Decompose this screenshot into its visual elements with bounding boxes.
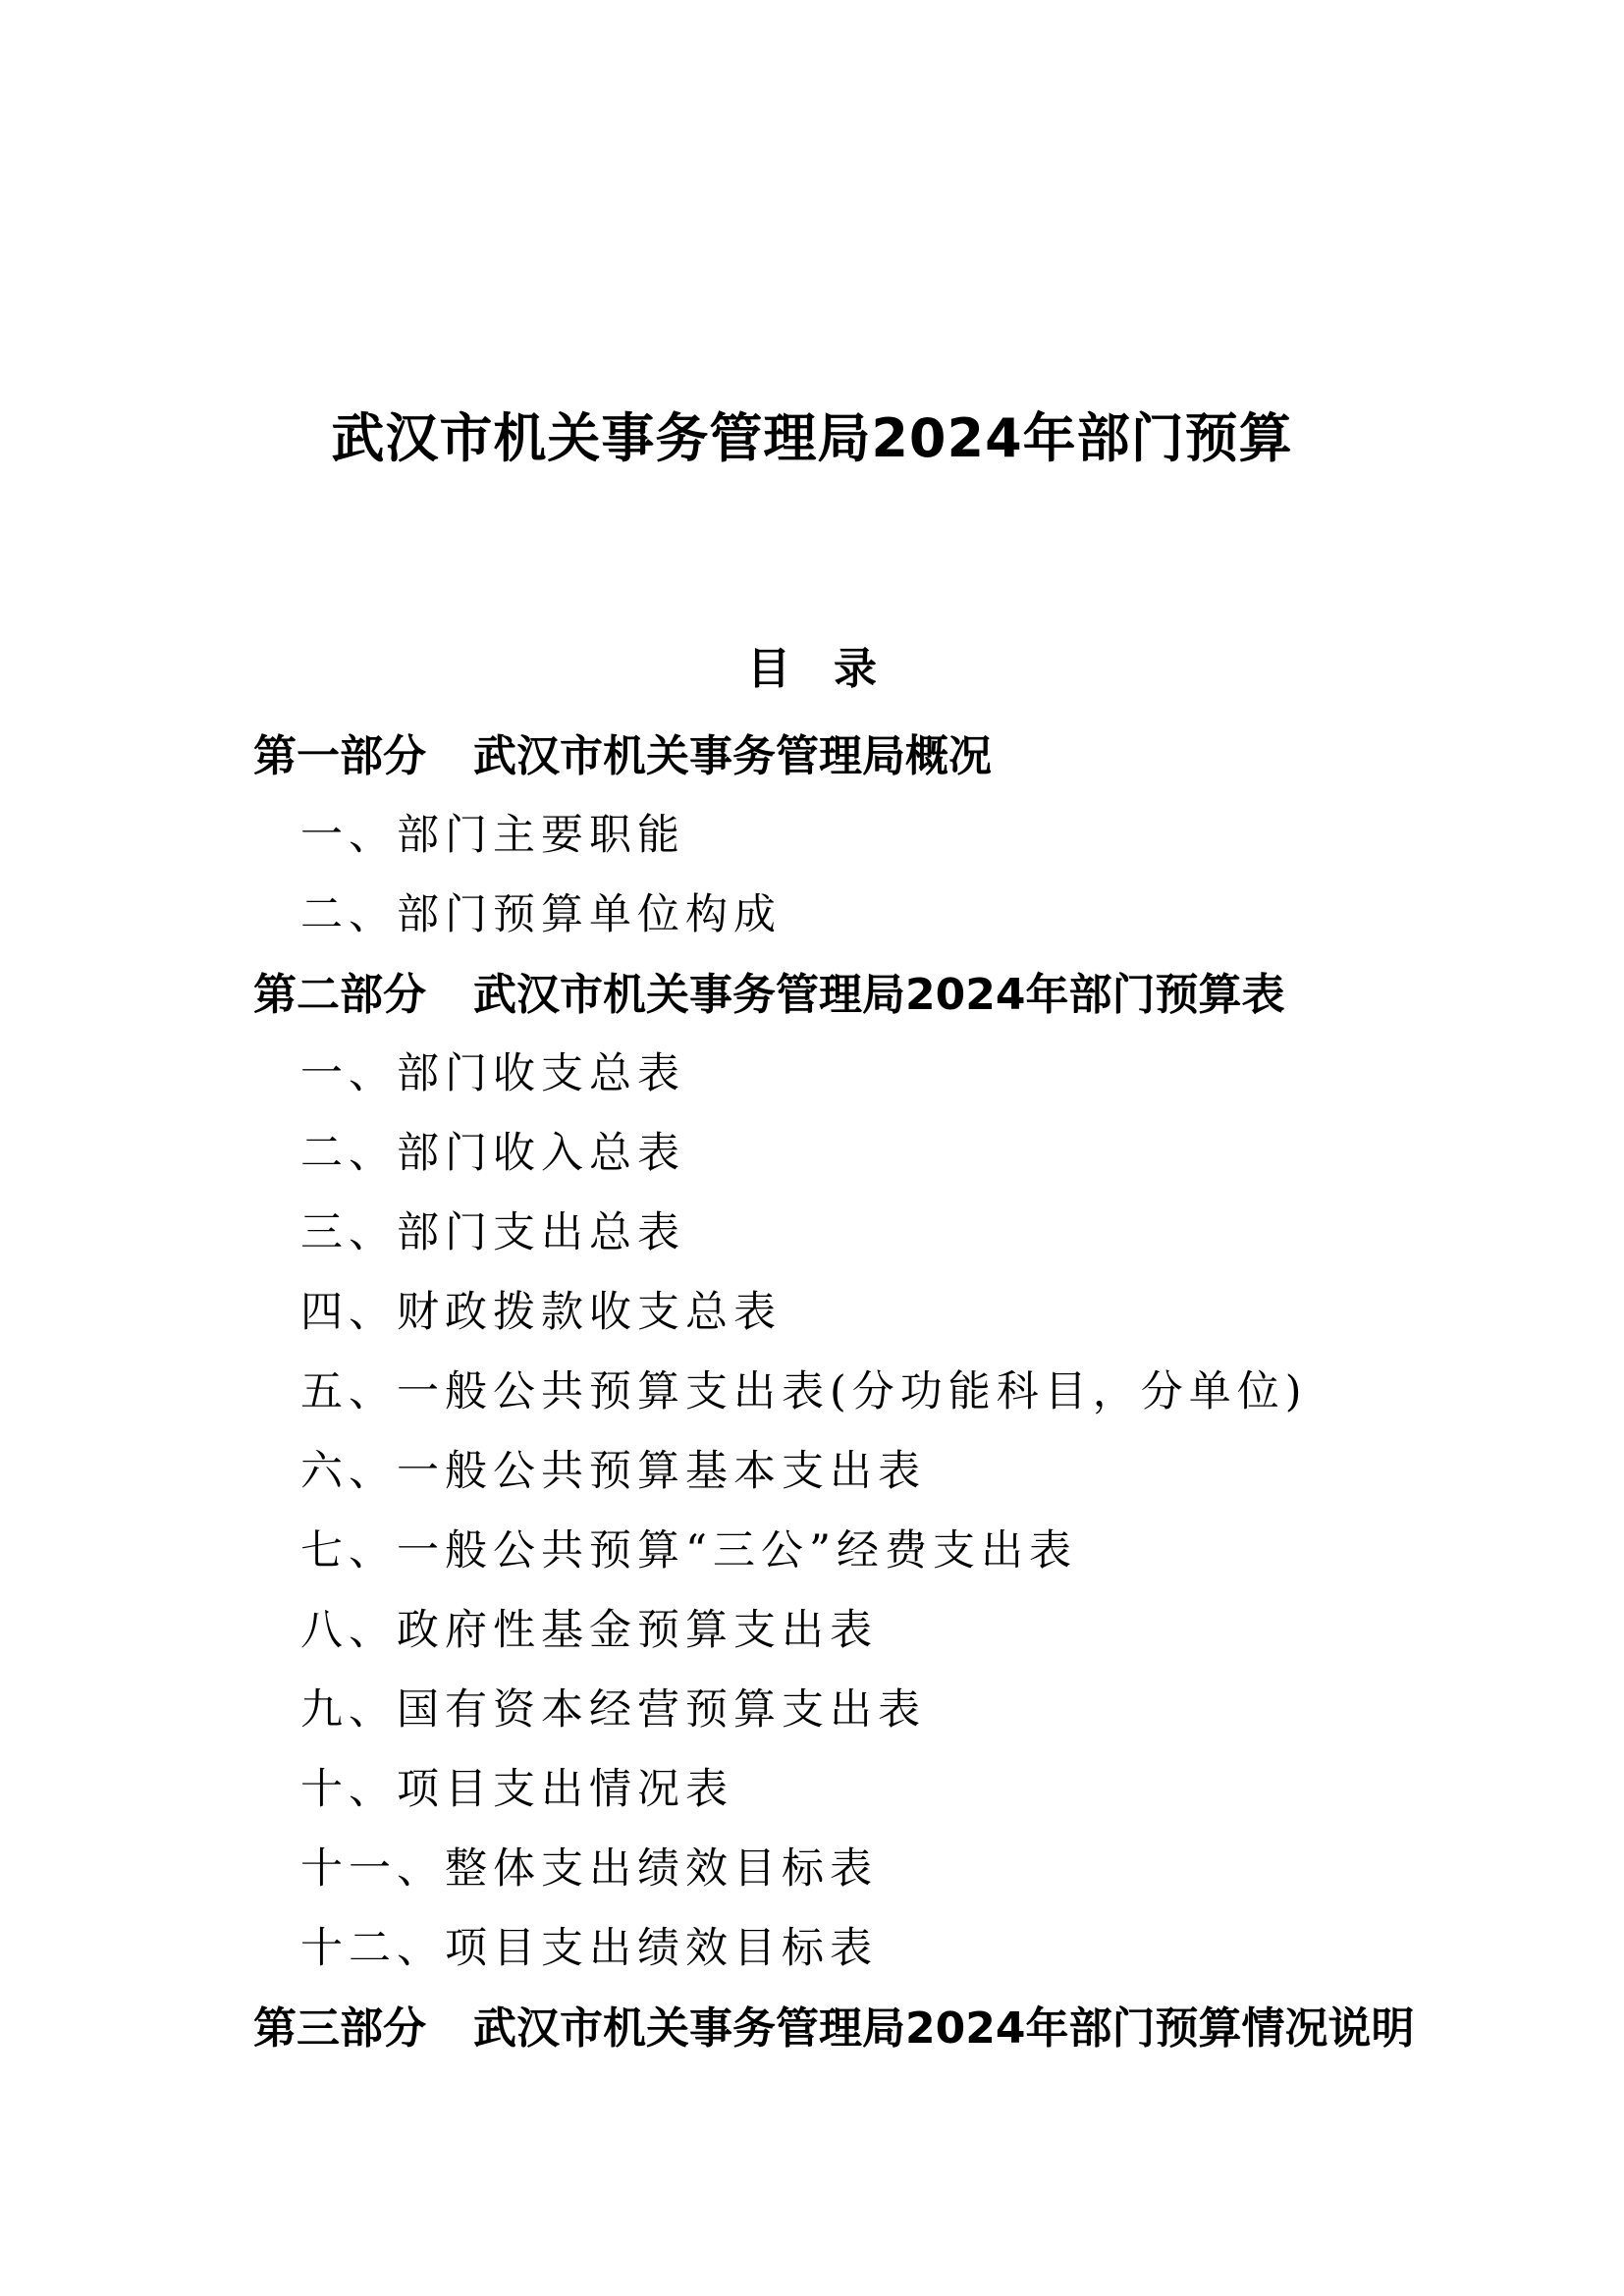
toc-item: 七、一般公共预算“三公”经费支出表 <box>300 1526 1077 1575</box>
toc-item: 八、政府性基金预算支出表 <box>300 1606 878 1655</box>
toc-part-2 <box>253 955 1530 1035</box>
document-title: 武汉市机关事务管理局2024年部门预算 <box>331 407 1293 469</box>
toc-item: 五、一般公共预算支出表(分功能科目，分单位) <box>300 1367 1308 1416</box>
toc-item: 三、部门支出总表 <box>300 1208 685 1257</box>
toc-part-label: 第三部分 <box>253 2003 426 2054</box>
toc-item: 十二、项目支出绩效目标表 <box>300 1924 878 1973</box>
toc-part-text: 武汉市机关事务管理局概况 <box>473 731 992 781</box>
toc-part-1 <box>253 717 1530 796</box>
toc-item: 十、项目支出情况表 <box>300 1765 733 1814</box>
toc-heading: 目 录 <box>747 644 877 694</box>
toc-item: 十一、整体支出绩效目标表 <box>300 1844 878 1894</box>
toc-item: 一、部门主要职能 <box>300 811 685 860</box>
toc-part-text: 武汉市机关事务管理局2024年部门预算情况说明 <box>473 2003 1415 2054</box>
toc-item: 一、部门收支总表 <box>300 1049 685 1098</box>
toc-item: 二、部门预算单位构成 <box>300 890 782 939</box>
toc-part-label: 第一部分 <box>253 731 426 781</box>
toc-part-3 <box>253 1989 1530 2068</box>
toc-item: 二、部门收入总表 <box>300 1129 685 1178</box>
toc-item: 六、一般公共预算基本支出表 <box>300 1447 926 1496</box>
toc-part-text: 武汉市机关事务管理局2024年部门预算表 <box>473 970 1285 1020</box>
toc-part-label: 第二部分 <box>253 970 426 1020</box>
toc-item: 九、国有资本经营预算支出表 <box>300 1685 926 1735</box>
table-of-contents <box>253 717 1530 2068</box>
toc-item: 四、财政拨款收支总表 <box>300 1288 782 1337</box>
